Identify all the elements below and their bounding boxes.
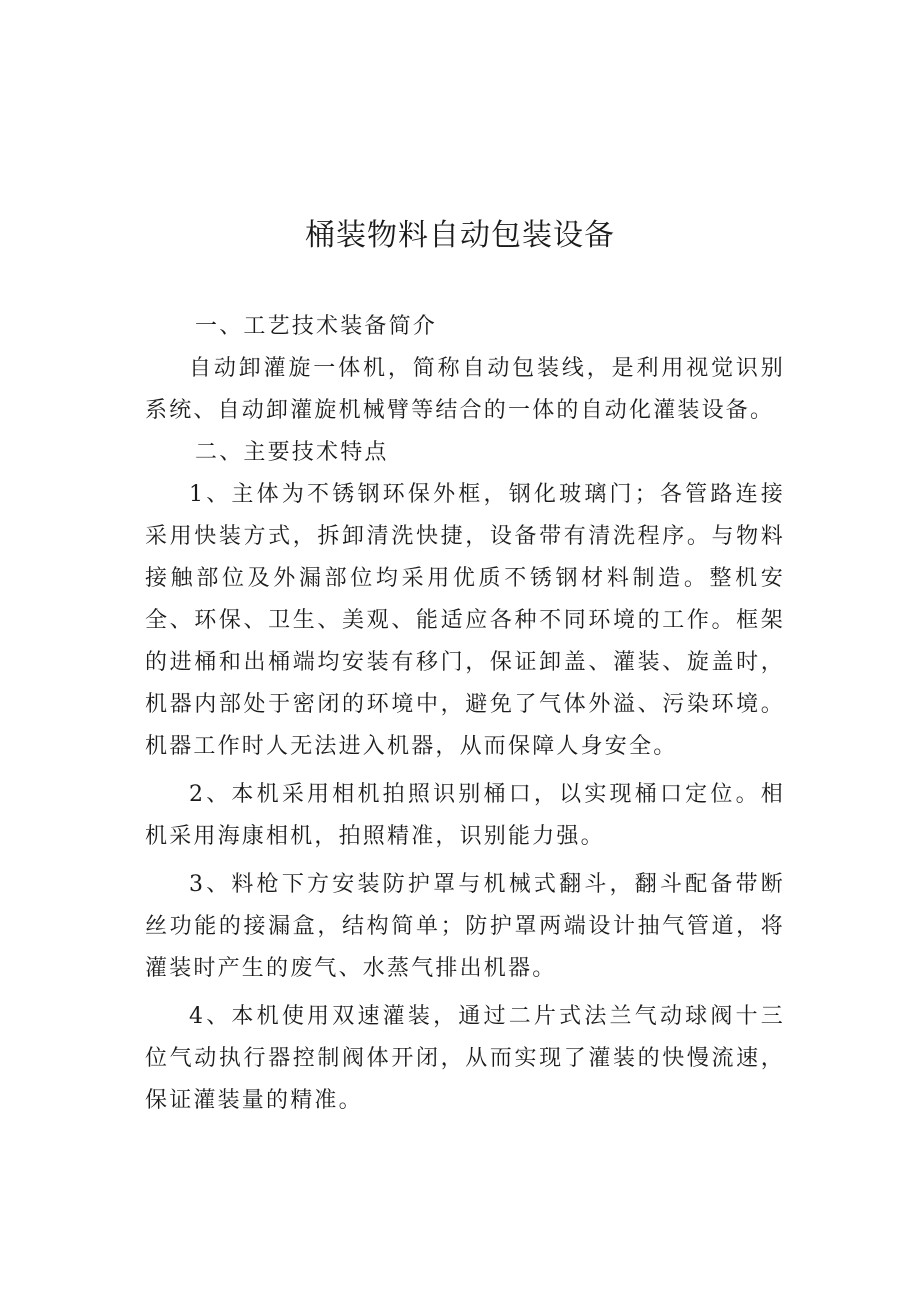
feature-item-3: 3、料枪下方安装防护罩与机械式翻斗，翻斗配备带断丝功能的接漏盒，结构简单；防护罩两端设计抽气管道，将灌装时产生的废气、水蒸气排出机器。	[145, 872, 785, 981]
section-heading-intro: 一、工艺技术装备简介	[195, 314, 438, 339]
section-heading-features: 二、主要技术特点	[195, 440, 389, 465]
intro-paragraph: 自动卸灌旋一体机，简称自动包装线，是利用视觉识别系统、自动卸灌旋机械臂等结合的一体的自动化灌装设备。	[145, 356, 785, 423]
feature-item-4: 4、本机使用双速灌装，通过二片式法兰气动球阀十三位气动执行器控制阀体开闭，从而实现了灌装的快慢流速，保证灌装量的精准。	[145, 1004, 785, 1113]
feature-item-2: 2、本机采用相机拍照识别桶口，以实现桶口定位。相机采用海康相机，拍照精准，识别能力强。	[145, 782, 785, 849]
document-title: 桶装物料自动包装设备	[305, 218, 615, 253]
document-body	[145, 306, 785, 1122]
feature-item-1: 1、主体为不锈钢环保外框，钢化玻璃门；各管路连接采用快装方式，拆卸清洗快捷，设备带有清洗程序。与物料接触部位及外漏部位均采用优质不锈钢材料制造。整机安全、环保、卫生、美观、能适应各种不同环境的工作。框架的进桶和出桶端均安装有移门，保证卸盖、灌装、旋盖时，机器内部处于密闭的环境中，避免了气体外溢、污染环境。机器工作时人无法进入机器，从而保障人身安全。	[145, 482, 785, 759]
